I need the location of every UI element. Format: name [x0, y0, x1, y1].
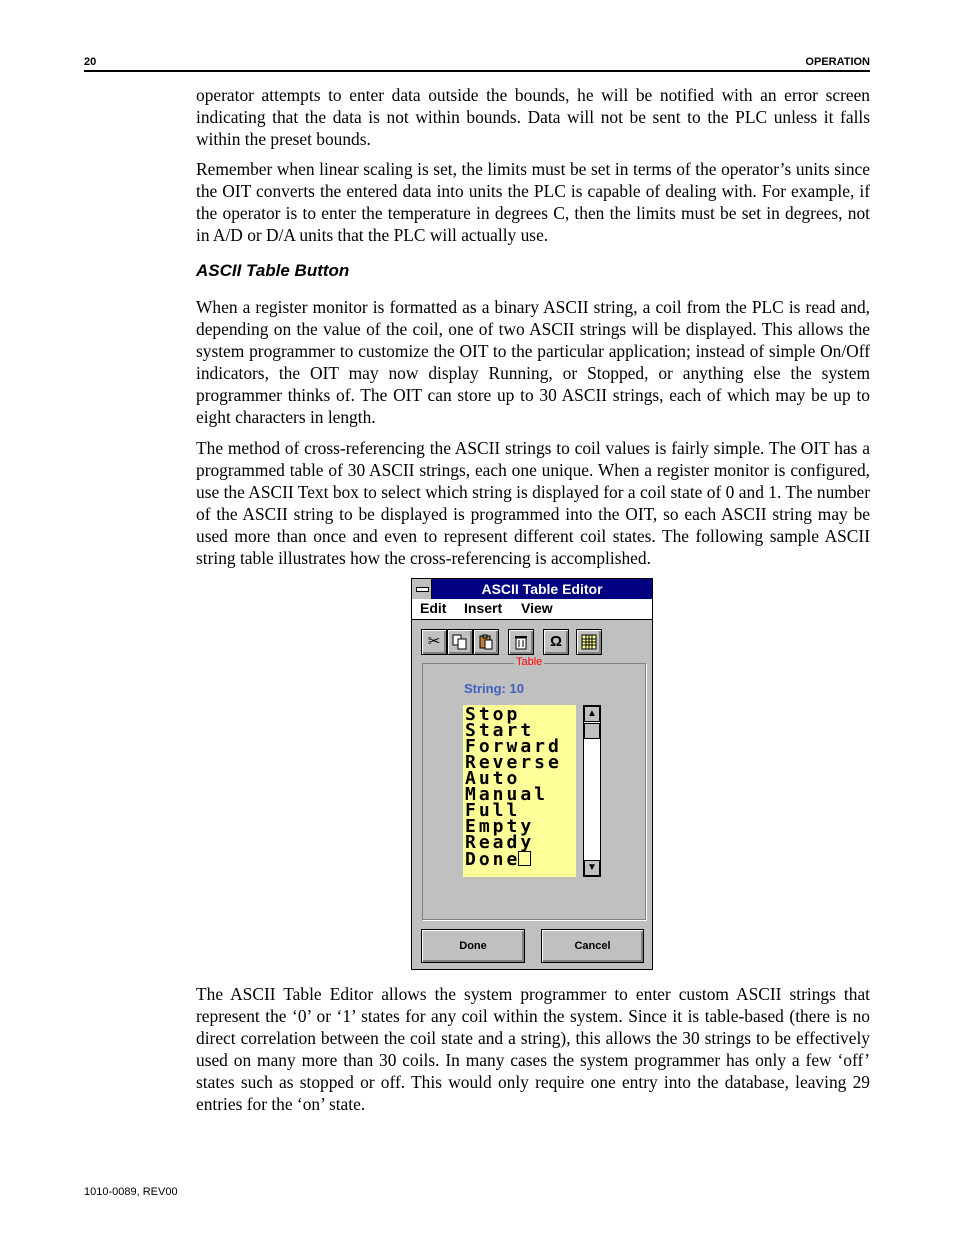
- menu-view[interactable]: View: [521, 600, 553, 616]
- list-item[interactable]: Start: [465, 720, 535, 741]
- scroll-thumb[interactable]: [584, 723, 600, 739]
- scroll-down-button[interactable]: [584, 860, 600, 876]
- dialog-title: ASCII Table Editor: [481, 581, 603, 597]
- list-item[interactable]: Reverse: [465, 752, 562, 773]
- section-heading: ASCII Table Button: [196, 261, 350, 280]
- document-number: 1010-0089, REV00: [84, 1186, 178, 1198]
- list-item[interactable]: Empty: [465, 816, 535, 837]
- list-item[interactable]: Manual: [465, 784, 549, 805]
- scroll-up-button[interactable]: [584, 706, 600, 722]
- list-item[interactable]: Full: [465, 800, 521, 821]
- ascii-table-editor-dialog: [411, 578, 653, 970]
- menu-edit[interactable]: Edit: [420, 600, 447, 616]
- arrow-down-icon: ▼: [587, 862, 597, 873]
- list-item[interactable]: Ready: [465, 832, 535, 853]
- paragraph-cross-referencing: The method of cross-referencing the ASCII strings to coil values is fairly simple. The OIT has a programmed table of 30 ASCII strings, each one unique. When a register monitor is configured, use the ASCII Text box to select which string is displayed for a coil state of 0 and 1. The number of the ASCII string to be displayed is programmed into the OIT, so each ASCII string may be used more than once and even to represent different coil states. The following sample ASCII string table illustrates how the cross-referencing is accomplished.: [196, 438, 870, 568]
- list-item-text: Done: [465, 849, 521, 870]
- section-title: OPERATION: [805, 56, 870, 68]
- done-button[interactable]: Done: [421, 929, 525, 963]
- string-number-label: String: 10: [464, 681, 524, 696]
- page-number: 20: [84, 56, 97, 68]
- table-group-label: Table: [516, 656, 543, 668]
- paragraph-editor-description: The ASCII Table Editor allows the system programmer to enter custom ASCII strings that represent the ‘0’ or ‘1’ states for any coil within the system. Since it is table-based (there is no direct correlation between the coil state and a string), this allows the 30 strings to be effectively used on many more than 30 coils. In many cases the system programmer has only a few ‘off’ states such as stopped or off. This would only require one entry into the database, leaving 29 entries for the ‘on’ state.: [196, 984, 870, 1114]
- grid-icon: [581, 634, 597, 650]
- list-item-selected[interactable]: [465, 849, 531, 870]
- menu-bar: [412, 599, 652, 620]
- cut-icon: ✂: [427, 633, 441, 650]
- cut-button[interactable]: [421, 629, 447, 655]
- delete-button[interactable]: [508, 629, 534, 655]
- text-cursor: [518, 851, 531, 866]
- system-menu-button[interactable]: [412, 579, 432, 599]
- list-item[interactable]: Auto: [465, 768, 521, 789]
- table-view-button[interactable]: [576, 629, 602, 655]
- page-header: [84, 55, 870, 72]
- paragraph-bounds: operator attempts to enter data outside the bounds, he will be notified with an error screen indicating that the data is not within bounds. Data will not be sent to the PLC unless it falls within the preset bounds.: [196, 85, 870, 149]
- special-character-button[interactable]: [543, 629, 569, 655]
- copy-button[interactable]: [447, 629, 473, 655]
- copy-icon: [452, 634, 468, 650]
- paragraph-register-monitor: When a register monitor is formatted as a binary ASCII string, a coil from the PLC is read and, depending on the value of the coil, one of two ASCII strings will be displayed. This allows the system programmer to customize the OIT to the particular application; instead of simple On/Off indicators, the OIT may now display Running, or Stopped, or anything else the system programmer thinks of. The OIT can store up to 30 ASCII strings, each of which may be up to eight characters in length.: [196, 297, 870, 427]
- menu-insert[interactable]: Insert: [464, 600, 503, 616]
- arrow-up-icon: ▲: [587, 708, 597, 719]
- paste-button[interactable]: [473, 629, 499, 655]
- list-item[interactable]: Forward: [465, 736, 562, 757]
- title-bar: [412, 579, 652, 599]
- paste-icon: [478, 634, 494, 650]
- list-scrollbar[interactable]: [583, 705, 601, 877]
- ascii-string-list[interactable]: [463, 705, 576, 877]
- trash-icon: [513, 634, 529, 650]
- paragraph-linear-scaling: Remember when linear scaling is set, the limits must be set in terms of the operator’s units since the OIT converts the entered data into units the PLC is capable of dealing with. For example, if the operator is to enter the temperature in degrees C, then the limits must be set in degrees, not in A/D or D/A units that the PLC will actually use.: [196, 159, 870, 245]
- cancel-button[interactable]: Cancel: [541, 929, 644, 963]
- omega-icon: Ω: [549, 633, 563, 650]
- list-item[interactable]: Stop: [465, 704, 521, 725]
